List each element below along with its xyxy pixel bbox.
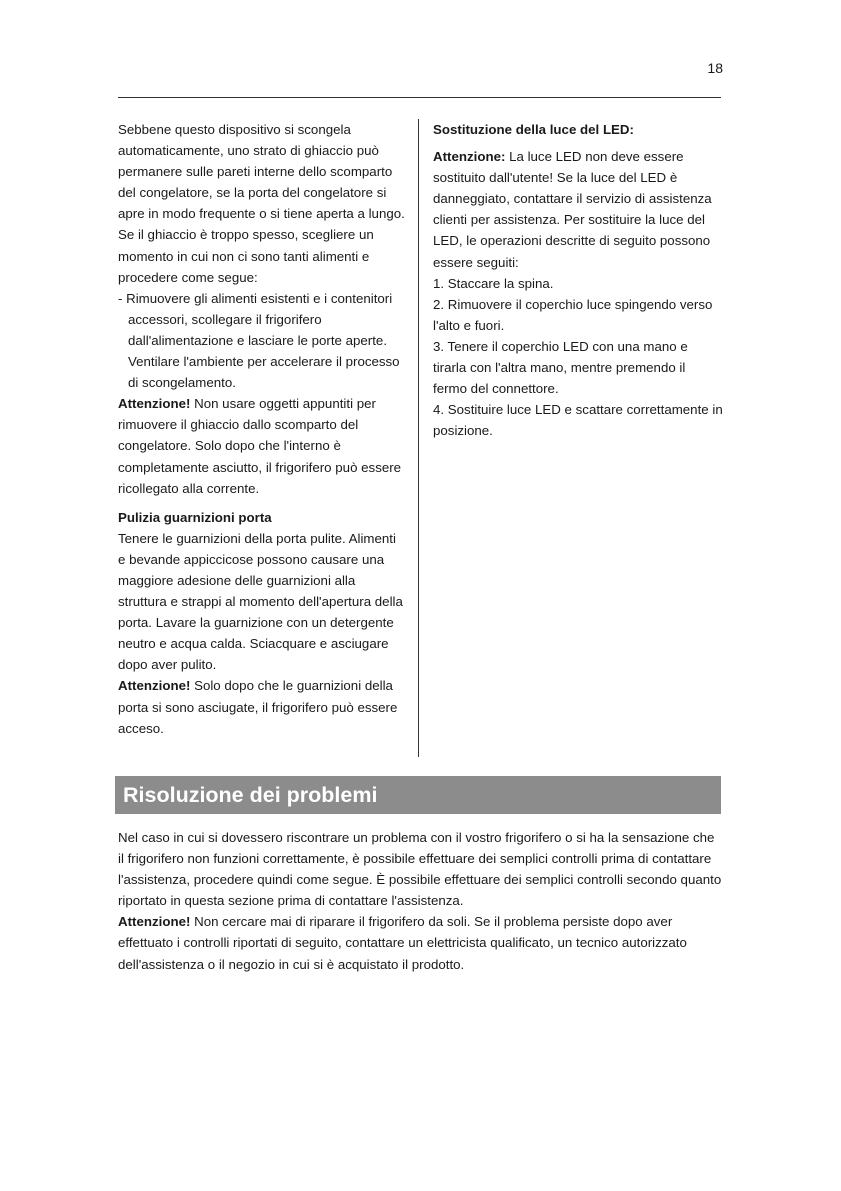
led-step: 2. Rimuovere il coperchio luce spingendo verso l'alto e fuori. [433,296,713,333]
warning-label: Attenzione! [118,914,191,930]
troubleshooting-body [118,827,724,975]
warning-label: Attenzione! [118,396,191,412]
warning-text: Non cercare mai di riparare il frigorifero da soli. Se il problema persiste dopo aver effettuato i controlli riportati di seguito, contattare un elettricista qualificato, un tecnico autorizzato dell'assistenza o il negozio in cui si è acquistato il prodotto. [118,914,687,972]
right-column [433,119,723,441]
section-title-bar: Risoluzione dei problemi [115,776,721,814]
defrost-intro: Sebbene questo dispositivo si scongela automaticamente, uno strato di ghiaccio può permanere sulle pareti interne dello scomparto del congelatore, se la porta del congelatore si apre in modo frequente o si tiene aperta a lungo. Se il ghiaccio è troppo spesso, scegliere un momento in cui non ci sono tanti alimenti e procedere come segue: [118,122,405,285]
troubleshooting-intro: Nel caso in cui si dovessero riscontrare un problema con il vostro frigorifero o si ha la sensazione che il frigorifero non funzioni correttamente, è possibile effettuare dei semplici controlli prima di contattare l'assistenza, procedere quindi come segue. È possibile effettuare dei semplici controlli secondo quanto riportato in questa sezione prima di contattare l'assistenza. [118,830,722,909]
warning-label: Attenzione! [118,678,191,694]
gasket-text: Tenere le guarnizioni della porta pulite. Alimenti e bevande appiccicose possono causare una maggiore adesione delle guarnizioni alla struttura e strappi al momento dell'apertura della porta. Lavare la guarnizione con un detergente neutro e acqua calda. Sciacquare e asciugare dopo aver pulito. [118,530,403,673]
gasket-heading: Pulizia guarnizioni porta [118,509,272,525]
left-column [118,119,406,739]
led-step: 3. Tenere il coperchio LED con una mano e tirarla con l'altra mano, mentre premendo il fermo del connettore. [433,338,688,397]
top-rule [118,97,721,98]
led-step: 4. Sostituire luce LED e scattare correttamente in posizione. [433,402,723,439]
defrost-warning [118,393,406,498]
warning-text: Non usare oggetti appuntiti per rimuovere il ghiaccio dallo scomparto del congelatore. Solo dopo che l'interno è completamente asciutto, il frigorifero può essere ricollegato alla corrente. [118,396,402,496]
warning-label: Attenzione: [433,149,506,165]
warning-text: Solo dopo che le guarnizioni della porta si sono asciugate, il frigorifero può essere acceso. [118,678,398,736]
warning-text: La luce LED non deve essere sostituito dall'utente! Se la luce del LED è danneggiato, contattare il servizio di assistenza clienti per assistenza. Per sostituire la luce del LED, le operazioni descritte di seguito possono essere seguiti: [433,149,712,270]
led-heading: Sostituzione della luce del LED: [433,122,634,137]
troubleshooting-warning [118,911,724,974]
led-warning [433,146,723,273]
column-divider [418,119,419,757]
gasket-warning [118,675,406,738]
led-step: 1. Staccare la spina. [433,275,554,291]
defrost-bullet: - Rimuovere gli alimenti esistenti e i contenitori accessori, scollegare il frigorifero dall'alimentazione e lasciare le porte aperte. Ventilare l'ambiente per accelerare il processo di scongelamento. [118,290,400,391]
page-number: 18 [707,60,723,76]
